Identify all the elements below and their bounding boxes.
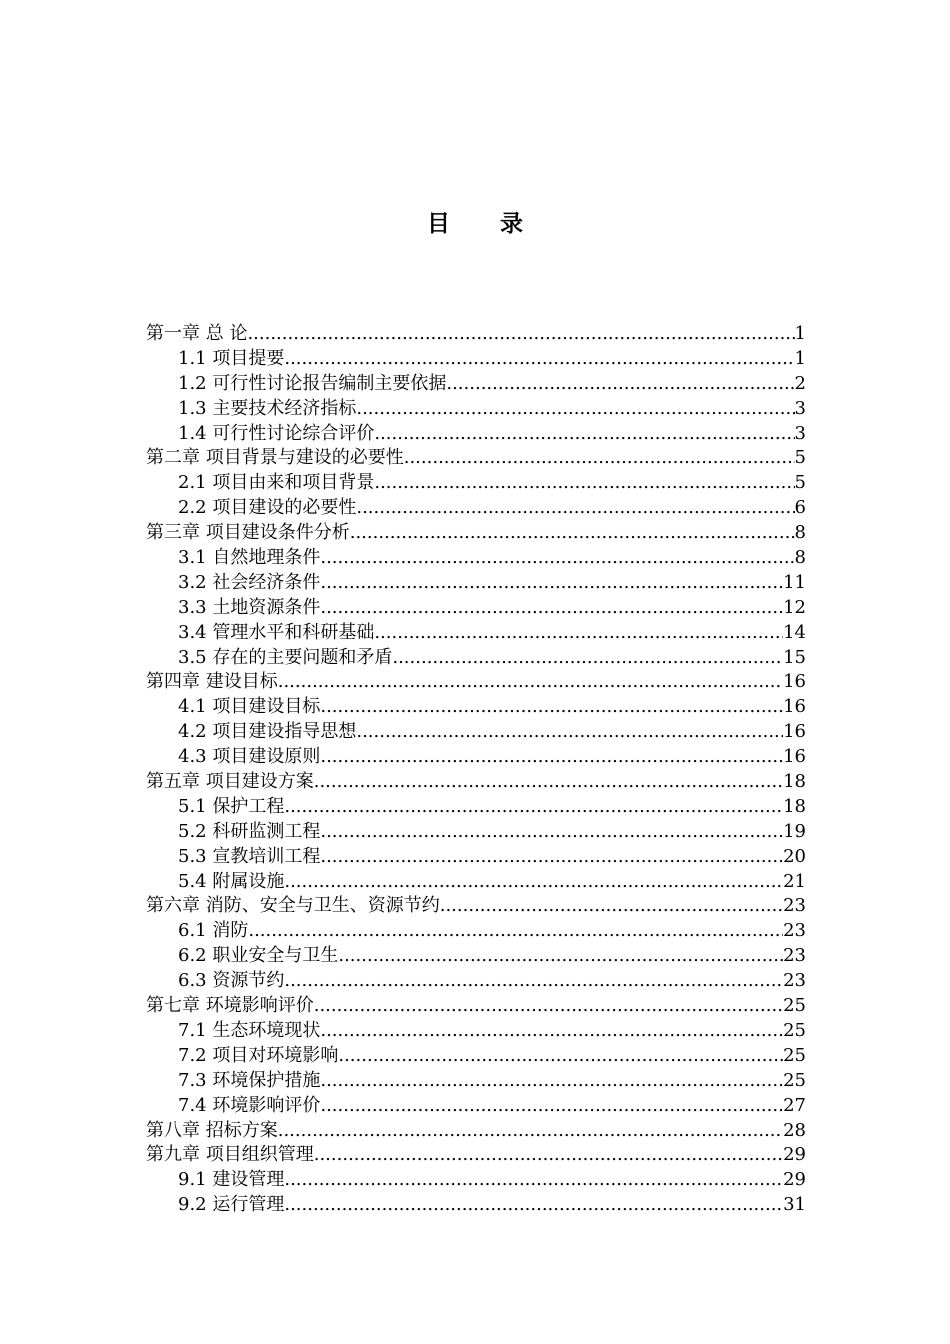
toc-section-entry[interactable] (146, 397, 806, 422)
toc-entry-label: 2.2 项目建设的必要性 (178, 497, 357, 519)
toc-section-entry[interactable] (146, 919, 806, 944)
toc-entry-label: 1.1 项目提要 (178, 347, 285, 369)
toc-entry-label: 7.2 项目对环境影响 (178, 1044, 339, 1066)
toc-dot-leader (284, 795, 783, 820)
toc-dot-leader (278, 1119, 783, 1144)
toc-entry-label: 2.1 项目由来和项目背景 (178, 472, 375, 494)
toc-dot-leader (320, 1069, 783, 1094)
toc-entry-label: 第五章 项目建设方案 (146, 771, 314, 793)
toc-page-number: 23 (783, 945, 806, 967)
toc-dot-leader (446, 372, 794, 397)
toc-dot-leader (356, 397, 794, 422)
toc-section-entry[interactable] (146, 347, 806, 372)
toc-dot-leader (284, 347, 794, 372)
toc-page-number: 25 (783, 995, 806, 1017)
toc-section-entry[interactable] (146, 820, 806, 845)
toc-page-number: 18 (783, 795, 806, 817)
toc-page-number: 21 (783, 870, 806, 892)
toc-section-entry[interactable] (146, 571, 806, 596)
toc-dot-leader (320, 745, 783, 770)
toc-dot-leader (314, 770, 783, 795)
toc-page-number: 3 (794, 397, 806, 419)
toc-page-number: 15 (783, 646, 806, 668)
toc-section-entry[interactable] (146, 795, 806, 820)
toc-dot-leader (338, 1044, 783, 1069)
toc-section-entry[interactable] (146, 1094, 806, 1119)
toc-section-entry[interactable] (146, 1044, 806, 1069)
toc-dot-leader (284, 1168, 783, 1193)
toc-dot-leader (320, 820, 783, 845)
toc-entry-label: 1.3 主要技术经济指标 (178, 397, 357, 419)
toc-dot-leader (374, 422, 794, 447)
toc-page-number: 25 (783, 1069, 806, 1091)
toc-dot-leader (356, 720, 783, 745)
toc-page-number: 5 (794, 472, 806, 494)
toc-dot-leader (314, 994, 783, 1019)
toc-chapter-entry[interactable] (146, 894, 806, 919)
toc-dot-leader (278, 670, 783, 695)
toc-section-entry[interactable] (146, 1019, 806, 1044)
toc-page-number: 29 (783, 1144, 806, 1166)
toc-page-number: 23 (783, 920, 806, 942)
toc-page-number: 1 (794, 323, 806, 344)
toc-chapter-entry[interactable] (146, 1143, 806, 1168)
toc-dot-leader (320, 546, 794, 571)
toc-section-entry[interactable] (146, 1193, 806, 1218)
toc-entry-label: 第三章 项目建设条件分析 (146, 522, 350, 544)
toc-section-entry[interactable] (146, 1069, 806, 1094)
toc-entry-label: 7.3 环境保护措施 (178, 1069, 321, 1091)
toc-page-number: 3 (794, 422, 806, 444)
toc-entry-label: 第四章 建设目标 (146, 671, 278, 693)
toc-section-entry[interactable] (146, 845, 806, 870)
toc-section-entry[interactable] (146, 646, 806, 671)
toc-page-number: 28 (783, 1119, 806, 1141)
toc-dot-leader (284, 969, 783, 994)
toc-entry-label: 5.4 附属设施 (178, 870, 285, 892)
toc-section-entry[interactable] (146, 596, 806, 621)
toc-section-entry[interactable] (146, 695, 806, 720)
toc-dot-leader (356, 496, 794, 521)
toc-entry-label: 第二章 项目背景与建设的必要性 (146, 447, 404, 469)
toc-entry-label: 9.1 建设管理 (178, 1169, 285, 1191)
table-of-contents (146, 322, 806, 1218)
toc-entry-label: 4.1 项目建设目标 (178, 696, 321, 718)
toc-dot-leader (314, 1143, 783, 1168)
toc-entry-label: 5.3 宣教培训工程 (178, 845, 321, 867)
toc-dot-leader (320, 845, 783, 870)
toc-chapter-entry[interactable] (146, 670, 806, 695)
toc-entry-label: 4.3 项目建设原则 (178, 746, 321, 768)
toc-dot-leader (392, 646, 783, 671)
toc-page-number: 29 (783, 1169, 806, 1191)
toc-dot-leader (320, 1019, 783, 1044)
toc-section-entry[interactable] (146, 372, 806, 397)
toc-entry-label: 1.2 可行性讨论报告编制主要依据 (178, 372, 447, 394)
toc-page-number: 16 (783, 746, 806, 768)
toc-dot-leader (404, 446, 795, 471)
toc-entry-label: 5.2 科研监测工程 (178, 820, 321, 842)
toc-section-entry[interactable] (146, 944, 806, 969)
toc-section-entry[interactable] (146, 745, 806, 770)
toc-page-number: 27 (783, 1094, 806, 1116)
toc-entry-label: 4.2 项目建设指导思想 (178, 721, 357, 743)
toc-page-number: 12 (783, 596, 806, 618)
toc-chapter-entry[interactable] (146, 446, 806, 471)
toc-page-number: 18 (783, 771, 806, 793)
toc-section-entry[interactable] (146, 471, 806, 496)
toc-section-entry[interactable] (146, 870, 806, 895)
toc-entry-label: 7.1 生态环境现状 (178, 1019, 321, 1041)
toc-dot-leader (338, 944, 783, 969)
toc-entry-label: 3.3 土地资源条件 (178, 596, 321, 618)
toc-page-number: 31 (783, 1194, 806, 1216)
toc-dot-leader (350, 521, 795, 546)
toc-page-number: 23 (783, 970, 806, 992)
toc-dot-leader (247, 322, 794, 347)
toc-page-number: 8 (794, 522, 806, 544)
toc-entry-label: 6.1 消防 (178, 920, 249, 942)
toc-dot-leader (440, 894, 783, 919)
toc-page-number: 6 (794, 497, 806, 519)
toc-page-number: 16 (783, 696, 806, 718)
toc-section-entry[interactable] (146, 969, 806, 994)
toc-entry-label: 第一章 总 论 (146, 323, 248, 344)
toc-chapter-entry[interactable] (146, 994, 806, 1019)
toc-section-entry[interactable] (146, 422, 806, 447)
toc-page-number: 20 (783, 845, 806, 867)
toc-dot-leader (320, 1094, 783, 1119)
toc-page-number: 5 (794, 447, 806, 469)
toc-chapter-entry[interactable] (146, 770, 806, 795)
toc-dot-leader (320, 695, 783, 720)
toc-entry-label: 3.2 社会经济条件 (178, 571, 321, 593)
toc-page-number: 1 (794, 347, 806, 369)
toc-chapter-entry[interactable] (146, 1119, 806, 1144)
toc-entry-label: 7.4 环境影响评价 (178, 1094, 321, 1116)
toc-chapter-entry[interactable] (146, 521, 806, 546)
toc-entry-label: 第七章 环境影响评价 (146, 995, 314, 1017)
toc-dot-leader (374, 471, 794, 496)
toc-section-entry[interactable] (146, 546, 806, 571)
toc-title: 目录 (427, 211, 573, 237)
toc-dot-leader (284, 870, 783, 895)
toc-dot-leader (320, 596, 783, 621)
toc-dot-leader (320, 571, 783, 596)
toc-entry-label: 3.5 存在的主要问题和矛盾 (178, 646, 393, 668)
toc-page-number: 19 (783, 820, 806, 842)
toc-entry-label: 3.4 管理水平和科研基础 (178, 621, 375, 643)
toc-page-number: 25 (783, 1044, 806, 1066)
toc-page-number: 25 (783, 1019, 806, 1041)
toc-dot-leader (374, 621, 783, 646)
toc-entry-label: 6.2 职业安全与卫生 (178, 945, 339, 967)
toc-page-number: 2 (794, 372, 806, 394)
toc-entry-label: 第六章 消防、安全与卫生、资源节约 (146, 895, 440, 917)
toc-dot-leader (284, 1193, 783, 1218)
toc-entry-label: 5.1 保护工程 (178, 795, 285, 817)
toc-page-number: 8 (794, 547, 806, 569)
toc-section-entry[interactable] (146, 720, 806, 745)
toc-entry-label: 第八章 招标方案 (146, 1119, 278, 1141)
toc-entry-label: 第九章 项目组织管理 (146, 1144, 314, 1166)
toc-page-number: 16 (783, 671, 806, 693)
toc-entry-label: 1.4 可行性讨论综合评价 (178, 422, 375, 444)
toc-section-entry[interactable] (146, 621, 806, 646)
toc-section-entry[interactable] (146, 1168, 806, 1193)
toc-page-number: 23 (783, 895, 806, 917)
toc-page-number: 14 (783, 621, 806, 643)
toc-entry-label: 3.1 自然地理条件 (178, 547, 321, 569)
toc-dot-leader (248, 919, 783, 944)
toc-entry-label: 9.2 运行管理 (178, 1194, 285, 1216)
toc-page-number: 11 (783, 571, 806, 593)
toc-page-number: 16 (783, 721, 806, 743)
toc-section-entry[interactable] (146, 496, 806, 521)
toc-entry-label: 6.3 资源节约 (178, 970, 285, 992)
toc-chapter-entry[interactable] (146, 322, 806, 347)
